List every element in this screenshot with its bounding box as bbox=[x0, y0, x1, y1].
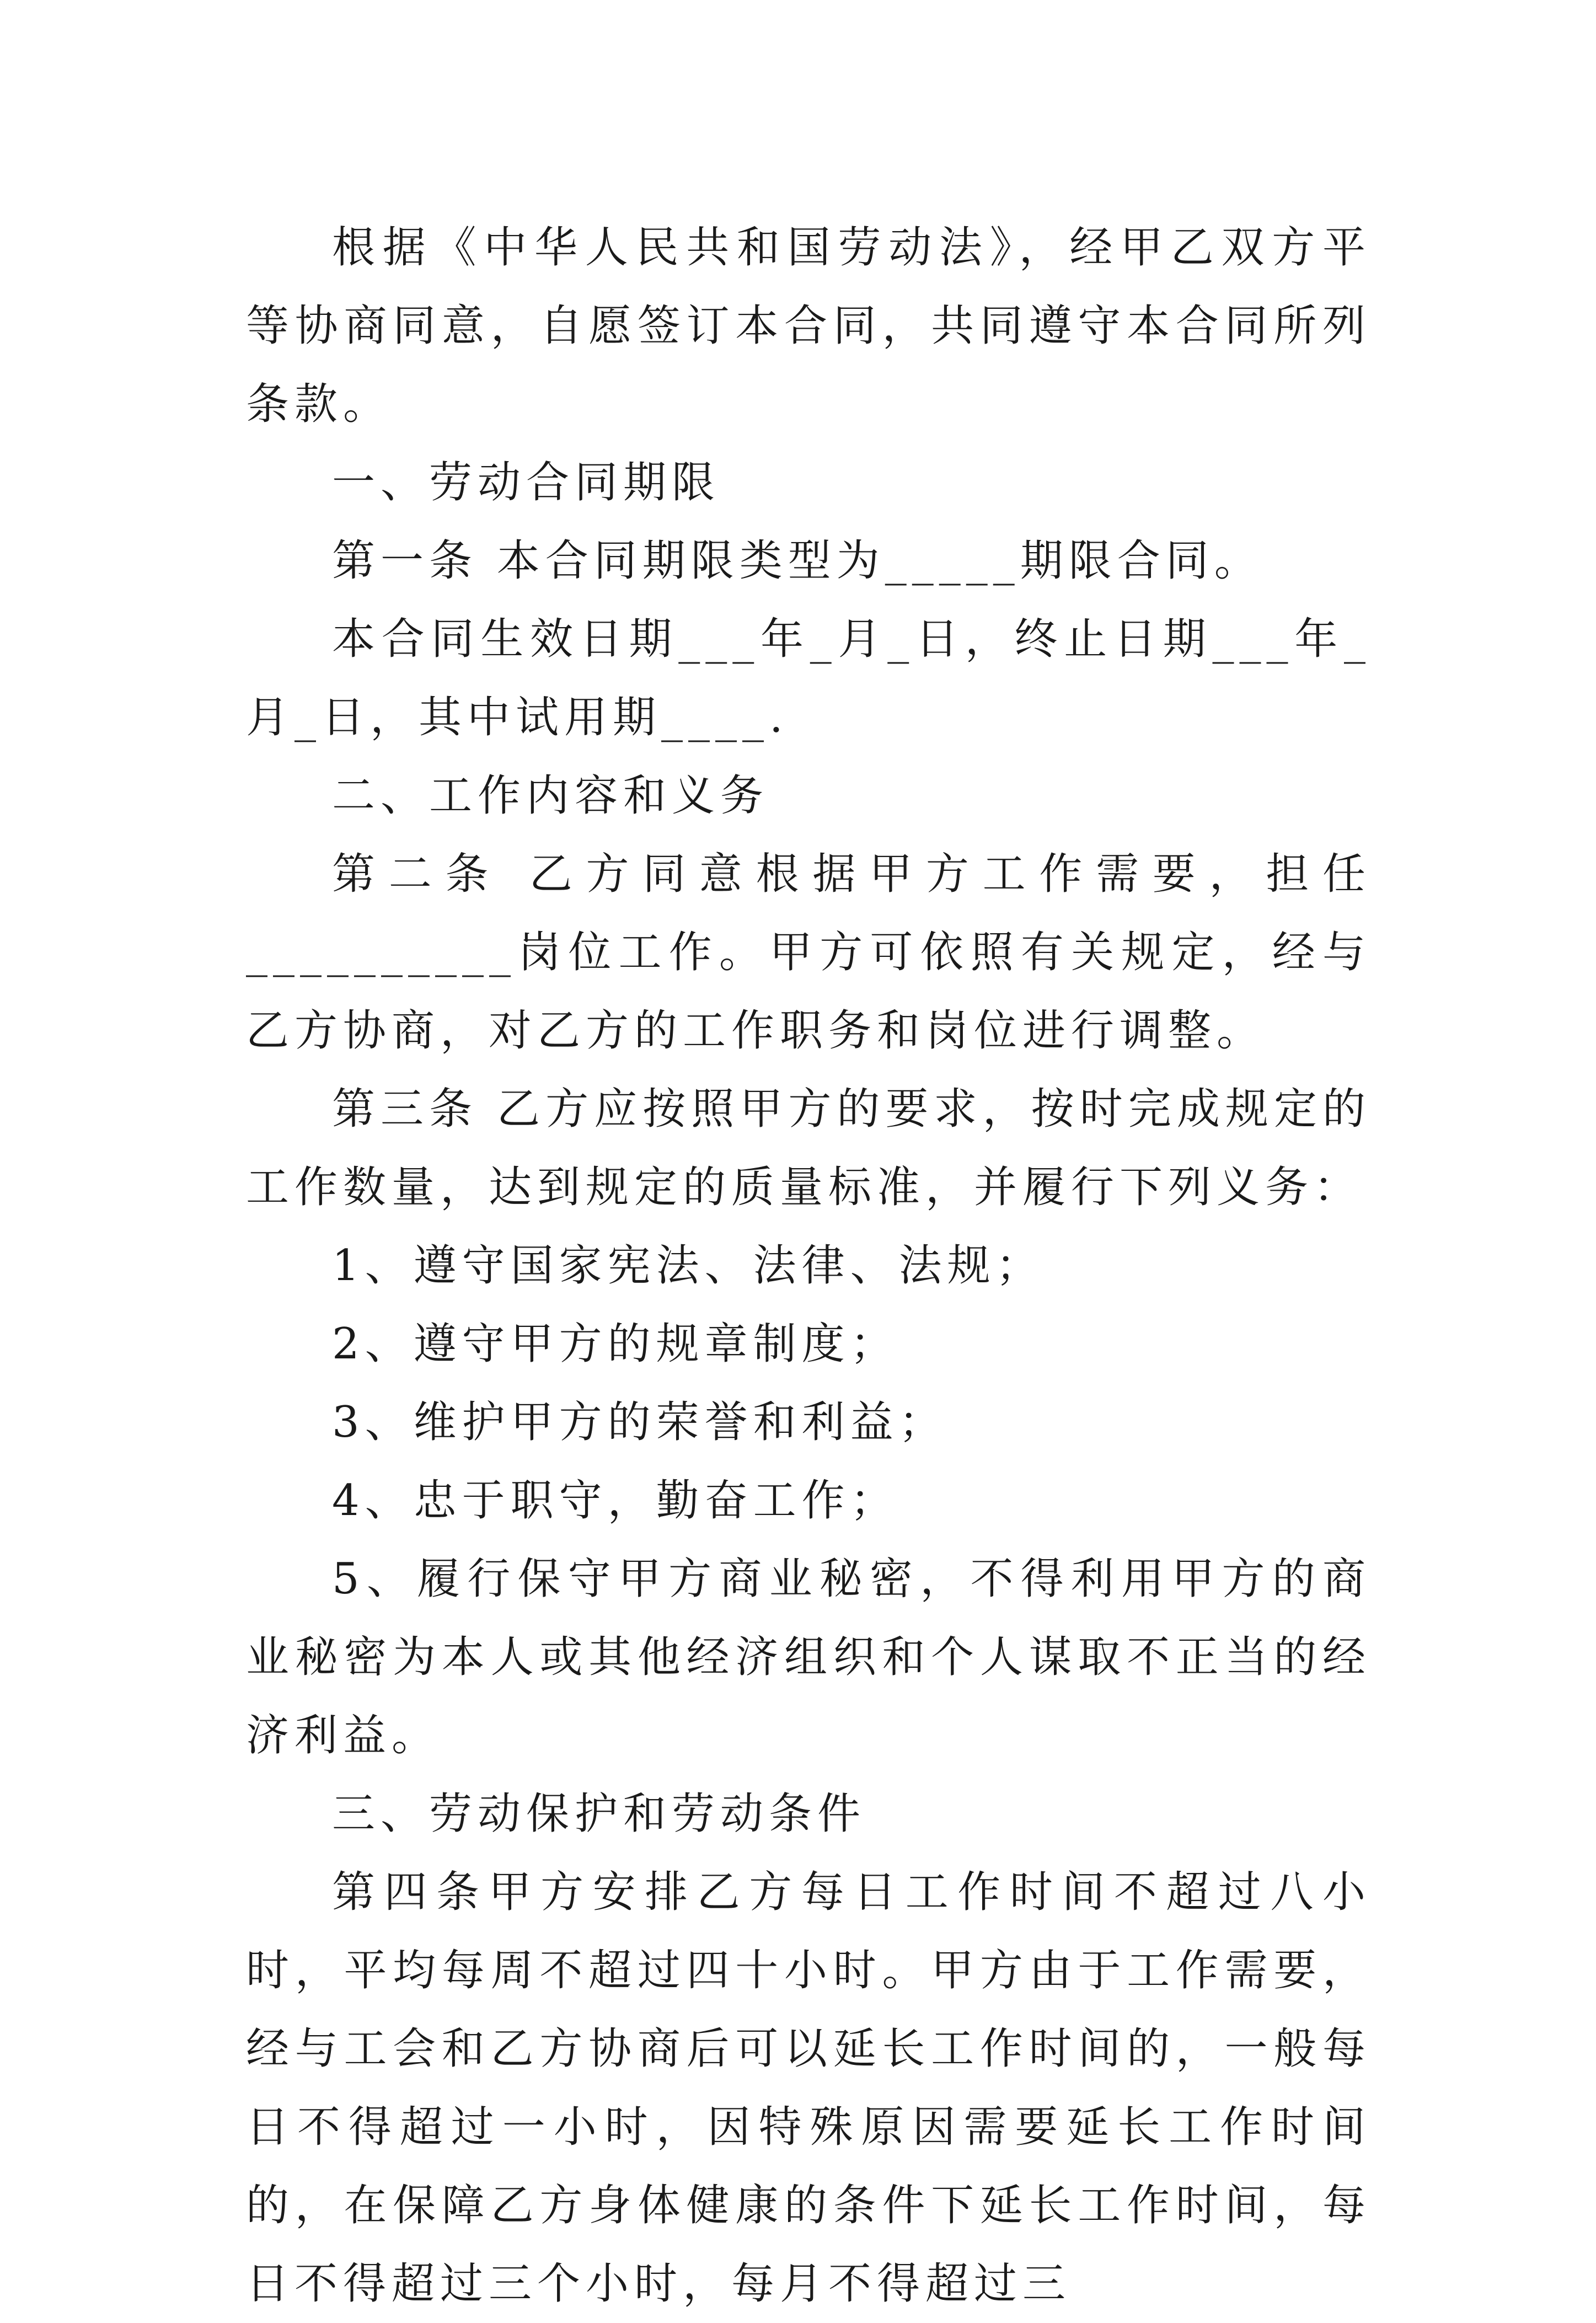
article-2: 第二条 乙方同意根据甲方工作需要，担任__________岗位工作。甲方可依照有关规定，经与乙方协商，对乙方的工作职务和岗位进行调整。 bbox=[246, 849, 1371, 1056]
obligation-item-4: 4、忠于职守，勤奋工作； bbox=[332, 1476, 899, 1526]
section-heading-term: 一、劳动合同期限 bbox=[332, 458, 721, 507]
contract-body bbox=[246, 208, 1371, 2323]
article-3: 第三条 乙方应按照甲方的要求，按时完成规定的工作数量，达到规定的质量标准，并履行下列义务： bbox=[246, 1084, 1371, 1212]
obligation-item-5: 5、履行保守甲方商业秘密，不得利用甲方的商业秘密为本人或其他经济组织和个人谋取不正当的经济利益。 bbox=[246, 1554, 1371, 1760]
obligation-item-2: 2、遵守甲方的规章制度； bbox=[332, 1319, 899, 1369]
obligation-item-3: 3、维护甲方的荣誉和利益； bbox=[332, 1398, 947, 1447]
article-1: 第一条 本合同期限类型为_____期限合同。 bbox=[332, 536, 1263, 586]
intro-paragraph: 根据《中华人民共和国劳动法》，经甲乙双方平等协商同意，自愿签订本合同，共同遵守本合同所列条款。 bbox=[246, 223, 1371, 429]
article-4: 第四条甲方安排乙方每日工作时间不超过八小时，平均每周不超过四十小时。甲方由于工作需要，经与工会和乙方协商后可以延长工作时间的，一般每日不得超过一小时，因特殊原因需要延长工作时间的，在保障乙方身体健康的条件下延长工作时间，每日不得超过三个小时，每月不得超过三 bbox=[246, 1867, 1371, 2309]
section-heading-protection: 三、劳动保护和劳动条件 bbox=[332, 1789, 866, 1839]
obligation-item-1: 1、遵守国家宪法、法律、法规； bbox=[332, 1241, 1045, 1291]
effective-date-paragraph: 本合同生效日期___年_月_日，终止日期___年_月_日，其中试用期____. bbox=[246, 614, 1371, 742]
section-heading-duties: 二、工作内容和义务 bbox=[332, 771, 769, 821]
